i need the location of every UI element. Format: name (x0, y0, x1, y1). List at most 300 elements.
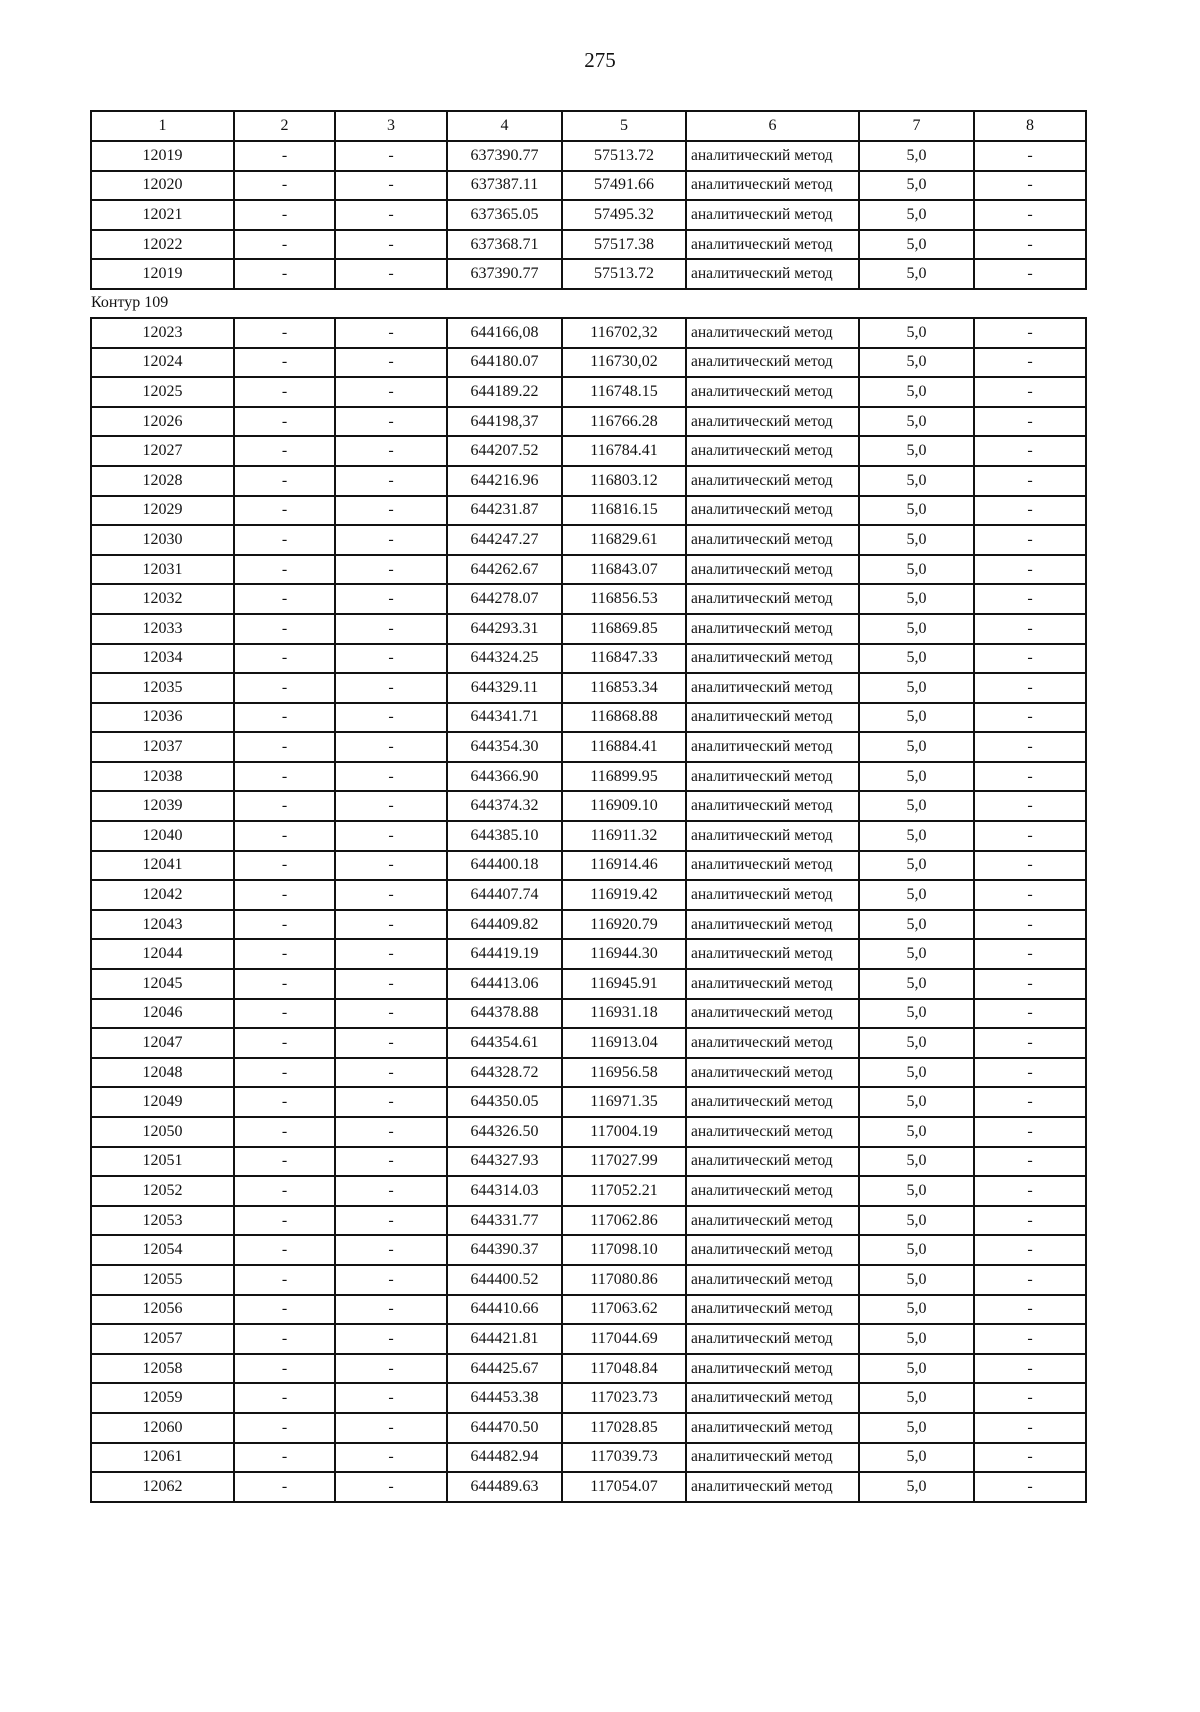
table-cell: 12060 (91, 1413, 234, 1443)
table-cell: 644189.22 (447, 377, 562, 407)
table-cell: 117027.99 (562, 1147, 686, 1177)
table-cell: 12038 (91, 762, 234, 792)
table-cell: аналитический метод (686, 939, 859, 969)
table-cell: 12048 (91, 1058, 234, 1088)
table-cell: - (335, 969, 447, 999)
table-cell: 644166,08 (447, 318, 562, 348)
table-cell: 5,0 (859, 791, 974, 821)
table-cell: 12021 (91, 200, 234, 230)
table-cell: 5,0 (859, 466, 974, 496)
table-cell: 5,0 (859, 1295, 974, 1325)
table-cell: - (234, 1354, 335, 1384)
table-cell: - (974, 584, 1086, 614)
table-row (91, 762, 1086, 792)
table-cell: - (974, 969, 1086, 999)
table-cell: 12053 (91, 1206, 234, 1236)
section-title-row (91, 289, 1086, 318)
table-cell: 12029 (91, 496, 234, 526)
table-cell: аналитический метод (686, 407, 859, 437)
column-header: 6 (686, 111, 859, 141)
table-cell: - (234, 200, 335, 230)
table-cell: - (335, 259, 447, 289)
table-cell: - (974, 851, 1086, 881)
table-cell: 12039 (91, 791, 234, 821)
table-cell: - (974, 1117, 1086, 1147)
table-cell: - (974, 1443, 1086, 1473)
table-cell: аналитический метод (686, 1472, 859, 1502)
table-cell: 12034 (91, 644, 234, 674)
table-cell: - (335, 141, 447, 171)
table-cell: - (974, 1087, 1086, 1117)
table-cell: 116766.28 (562, 407, 686, 437)
page-number: 275 (584, 48, 616, 72)
table-cell: 116945.91 (562, 969, 686, 999)
table-row (91, 377, 1086, 407)
table-cell: 12046 (91, 999, 234, 1029)
table-cell: 12050 (91, 1117, 234, 1147)
table-cell: - (335, 1058, 447, 1088)
table-row (91, 200, 1086, 230)
table-cell: 117028.85 (562, 1413, 686, 1443)
table-row (91, 466, 1086, 496)
table-cell: 5,0 (859, 1206, 974, 1236)
table-cell: - (974, 259, 1086, 289)
table-cell: 644489.63 (447, 1472, 562, 1502)
table-cell: 12055 (91, 1265, 234, 1295)
table-cell: 116816.15 (562, 496, 686, 526)
table-cell: - (234, 762, 335, 792)
table-cell: 12035 (91, 673, 234, 703)
table-cell: 644328.72 (447, 1058, 562, 1088)
table-cell: - (974, 200, 1086, 230)
table-cell: 117039.73 (562, 1443, 686, 1473)
table-cell: - (974, 673, 1086, 703)
table-cell: аналитический метод (686, 703, 859, 733)
table-row (91, 969, 1086, 999)
table-cell: - (974, 1147, 1086, 1177)
table-cell: 117052.21 (562, 1176, 686, 1206)
table-cell: 12041 (91, 851, 234, 881)
table-row (91, 555, 1086, 585)
table-cell: 5,0 (859, 644, 974, 674)
table-cell: аналитический метод (686, 259, 859, 289)
table-cell: аналитический метод (686, 318, 859, 348)
table-cell: - (974, 939, 1086, 969)
table-cell: 117004.19 (562, 1117, 686, 1147)
table-cell: 644366.90 (447, 762, 562, 792)
table-cell: 12023 (91, 318, 234, 348)
table-cell: 5,0 (859, 1235, 974, 1265)
table-cell: 12057 (91, 1324, 234, 1354)
table-cell: - (335, 171, 447, 201)
table-row (91, 1147, 1086, 1177)
table-cell: аналитический метод (686, 614, 859, 644)
table-cell: аналитический метод (686, 644, 859, 674)
table-cell: аналитический метод (686, 1206, 859, 1236)
table-cell: 644329.11 (447, 673, 562, 703)
table-cell: аналитический метод (686, 910, 859, 940)
table-cell: 5,0 (859, 1028, 974, 1058)
table-cell: 116920.79 (562, 910, 686, 940)
table-cell: - (335, 1206, 447, 1236)
table-cell: аналитический метод (686, 1295, 859, 1325)
table-cell: - (974, 436, 1086, 466)
table-cell: - (974, 525, 1086, 555)
table-cell: - (974, 171, 1086, 201)
table-cell: аналитический метод (686, 1147, 859, 1177)
table-cell: 116784.41 (562, 436, 686, 466)
table-row (91, 703, 1086, 733)
table-cell: - (234, 969, 335, 999)
table-cell: аналитический метод (686, 673, 859, 703)
column-header: 5 (562, 111, 686, 141)
table-cell: - (234, 1058, 335, 1088)
table-cell: - (335, 318, 447, 348)
table-cell: 116748.15 (562, 377, 686, 407)
table-cell: 12043 (91, 910, 234, 940)
table-cell: - (234, 259, 335, 289)
column-header: 1 (91, 111, 234, 141)
table-cell: - (974, 1472, 1086, 1502)
table-cell: аналитический метод (686, 436, 859, 466)
table-cell: 117023.73 (562, 1383, 686, 1413)
table-cell: 12044 (91, 939, 234, 969)
column-header: 8 (974, 111, 1086, 141)
table-cell: - (335, 1443, 447, 1473)
table-cell: 644409.82 (447, 910, 562, 940)
table-row (91, 1206, 1086, 1236)
table-row (91, 259, 1086, 289)
table-cell: - (974, 880, 1086, 910)
table-cell: 644231.87 (447, 496, 562, 526)
table-cell: 637390.77 (447, 259, 562, 289)
table-cell: - (974, 614, 1086, 644)
table-cell: 5,0 (859, 318, 974, 348)
table-cell: 5,0 (859, 1058, 974, 1088)
table-cell: 644385.10 (447, 821, 562, 851)
table-cell: аналитический метод (686, 821, 859, 851)
table-header-row (91, 111, 1086, 141)
table-row (91, 1383, 1086, 1413)
table-cell: - (974, 230, 1086, 260)
table-cell: 116919.42 (562, 880, 686, 910)
table-cell: 5,0 (859, 1383, 974, 1413)
table-cell: 644327.93 (447, 1147, 562, 1177)
table-cell: - (335, 1028, 447, 1058)
table-cell: 5,0 (859, 200, 974, 230)
table-cell: - (234, 1265, 335, 1295)
table-cell: - (974, 1354, 1086, 1384)
table-cell: 5,0 (859, 703, 974, 733)
table-cell: 116909.10 (562, 791, 686, 821)
table-cell: - (234, 1443, 335, 1473)
table-cell: 5,0 (859, 259, 974, 289)
table-cell: 57513.72 (562, 141, 686, 171)
table-row (91, 732, 1086, 762)
table-cell: 12028 (91, 466, 234, 496)
table-cell: 12056 (91, 1295, 234, 1325)
table-cell: - (335, 791, 447, 821)
table-cell: 644419.19 (447, 939, 562, 969)
table-row (91, 673, 1086, 703)
table-row (91, 851, 1086, 881)
table-body (91, 111, 1086, 1502)
table-cell: - (234, 1295, 335, 1325)
table-cell: аналитический метод (686, 171, 859, 201)
table-cell: 12031 (91, 555, 234, 585)
table-cell: - (974, 910, 1086, 940)
table-cell: 12026 (91, 407, 234, 437)
table-cell: аналитический метод (686, 762, 859, 792)
table-cell: 5,0 (859, 436, 974, 466)
table-cell: - (974, 762, 1086, 792)
table-cell: 637365.05 (447, 200, 562, 230)
table-cell: 12062 (91, 1472, 234, 1502)
table-cell: 644410.66 (447, 1295, 562, 1325)
table-cell: 116829.61 (562, 525, 686, 555)
table-cell: - (974, 1324, 1086, 1354)
table-cell: - (234, 171, 335, 201)
table-cell: 117062.86 (562, 1206, 686, 1236)
table-cell: - (974, 1176, 1086, 1206)
table-cell: 5,0 (859, 141, 974, 171)
table-cell: - (335, 644, 447, 674)
table-cell: 5,0 (859, 348, 974, 378)
table-cell: 116853.34 (562, 673, 686, 703)
table-cell: - (335, 1413, 447, 1443)
table-cell: 116730,02 (562, 348, 686, 378)
table-cell: - (974, 1383, 1086, 1413)
table-cell: 116914.46 (562, 851, 686, 881)
table-cell: 116847.33 (562, 644, 686, 674)
table-cell: 644482.94 (447, 1443, 562, 1473)
table-cell: 12058 (91, 1354, 234, 1384)
table-cell: - (335, 703, 447, 733)
table-cell: - (234, 703, 335, 733)
table-cell: 644331.77 (447, 1206, 562, 1236)
table-cell: - (335, 1383, 447, 1413)
table-cell: - (234, 851, 335, 881)
table-cell: - (974, 496, 1086, 526)
table-cell: - (234, 791, 335, 821)
table-cell: 644400.52 (447, 1265, 562, 1295)
table-row (91, 821, 1086, 851)
table-cell: - (234, 880, 335, 910)
table-cell: 5,0 (859, 910, 974, 940)
table-row (91, 910, 1086, 940)
table-cell: - (234, 939, 335, 969)
table-cell: - (335, 1235, 447, 1265)
table-cell: 644326.50 (447, 1117, 562, 1147)
table-cell: - (234, 1176, 335, 1206)
coordinates-table (90, 110, 1087, 1503)
table-cell: - (335, 230, 447, 260)
table-cell: 644407.74 (447, 880, 562, 910)
table-cell: 5,0 (859, 673, 974, 703)
table-cell: 644207.52 (447, 436, 562, 466)
table-cell: аналитический метод (686, 555, 859, 585)
table-cell: 644453.38 (447, 1383, 562, 1413)
table-cell: 57491.66 (562, 171, 686, 201)
table-row (91, 614, 1086, 644)
table-row (91, 644, 1086, 674)
table-cell: - (335, 496, 447, 526)
table-cell: - (335, 584, 447, 614)
table-cell: 116956.58 (562, 1058, 686, 1088)
table-cell: 57517.38 (562, 230, 686, 260)
table-cell: 12051 (91, 1147, 234, 1177)
table-cell: 644350.05 (447, 1087, 562, 1117)
table-cell: - (974, 1413, 1086, 1443)
table-cell: 644324.25 (447, 644, 562, 674)
table-cell: 12040 (91, 821, 234, 851)
table-cell: - (335, 910, 447, 940)
table-cell: 5,0 (859, 555, 974, 585)
table-cell: 57513.72 (562, 259, 686, 289)
table-cell: 5,0 (859, 732, 974, 762)
table-cell: 117044.69 (562, 1324, 686, 1354)
table-cell: 12027 (91, 436, 234, 466)
table-cell: 5,0 (859, 1413, 974, 1443)
table-cell: 5,0 (859, 939, 974, 969)
table-cell: 5,0 (859, 230, 974, 260)
column-header: 7 (859, 111, 974, 141)
table-cell: - (335, 821, 447, 851)
table-cell: 116911.32 (562, 821, 686, 851)
table-cell: аналитический метод (686, 791, 859, 821)
table-cell: 644390.37 (447, 1235, 562, 1265)
table-cell: 644198,37 (447, 407, 562, 437)
table-cell: 5,0 (859, 969, 974, 999)
table-cell: аналитический метод (686, 496, 859, 526)
table-cell: - (974, 821, 1086, 851)
table-cell: - (974, 377, 1086, 407)
table-row (91, 1117, 1086, 1147)
table-cell: - (335, 762, 447, 792)
table-cell: аналитический метод (686, 1028, 859, 1058)
table-cell: 644400.18 (447, 851, 562, 881)
table-cell: 116869.85 (562, 614, 686, 644)
table-cell: - (234, 910, 335, 940)
table-cell: - (974, 999, 1086, 1029)
table-cell: 644247.27 (447, 525, 562, 555)
table-row (91, 791, 1086, 821)
table-cell: - (234, 1413, 335, 1443)
table-cell: 116856.53 (562, 584, 686, 614)
table-cell: 12047 (91, 1028, 234, 1058)
table-cell: аналитический метод (686, 466, 859, 496)
table-cell: аналитический метод (686, 1413, 859, 1443)
table-cell: 12022 (91, 230, 234, 260)
table-cell: - (974, 1235, 1086, 1265)
table-cell: - (974, 348, 1086, 378)
table-cell: 116702,32 (562, 318, 686, 348)
table-cell: 644180.07 (447, 348, 562, 378)
table-row (91, 230, 1086, 260)
table-cell: - (335, 673, 447, 703)
table-row (91, 999, 1086, 1029)
table-cell: 12025 (91, 377, 234, 407)
table-cell: аналитический метод (686, 1235, 859, 1265)
table-cell: 644378.88 (447, 999, 562, 1029)
table-cell: 12020 (91, 171, 234, 201)
table-cell: аналитический метод (686, 1176, 859, 1206)
table-cell: 644278.07 (447, 584, 562, 614)
table-cell: 12054 (91, 1235, 234, 1265)
table-cell: аналитический метод (686, 584, 859, 614)
table-cell: - (234, 821, 335, 851)
table-cell: 12019 (91, 259, 234, 289)
table-cell: - (234, 1087, 335, 1117)
table-row (91, 1235, 1086, 1265)
table-cell: 5,0 (859, 821, 974, 851)
table-cell: - (234, 1028, 335, 1058)
table-cell: 5,0 (859, 171, 974, 201)
table-cell: 116913.04 (562, 1028, 686, 1058)
table-cell: - (234, 1117, 335, 1147)
table-cell: 5,0 (859, 377, 974, 407)
table-row (91, 1295, 1086, 1325)
table-cell: аналитический метод (686, 880, 859, 910)
table-cell: - (335, 851, 447, 881)
table-cell: 116868.88 (562, 703, 686, 733)
table-cell: аналитический метод (686, 1087, 859, 1117)
table-row (91, 1472, 1086, 1502)
table-cell: 12024 (91, 348, 234, 378)
table-cell: 5,0 (859, 851, 974, 881)
table-cell: - (234, 1324, 335, 1354)
table-cell: аналитический метод (686, 732, 859, 762)
table-cell: 644314.03 (447, 1176, 562, 1206)
table-cell: 5,0 (859, 496, 974, 526)
column-header: 2 (234, 111, 335, 141)
table-cell: 644354.61 (447, 1028, 562, 1058)
table-cell: - (234, 644, 335, 674)
table-row (91, 939, 1086, 969)
table-cell: - (234, 525, 335, 555)
table-cell: - (335, 436, 447, 466)
table-cell: аналитический метод (686, 1354, 859, 1384)
table-cell: - (234, 673, 335, 703)
table-cell: аналитический метод (686, 1443, 859, 1473)
table-cell: 12052 (91, 1176, 234, 1206)
table-cell: - (335, 999, 447, 1029)
table-cell: 5,0 (859, 1354, 974, 1384)
table-cell: 116931.18 (562, 999, 686, 1029)
table-cell: - (974, 318, 1086, 348)
table-cell: аналитический метод (686, 377, 859, 407)
table-cell: 637387.11 (447, 171, 562, 201)
table-cell: - (335, 1265, 447, 1295)
table-cell: - (335, 525, 447, 555)
table-row (91, 1176, 1086, 1206)
table-cell: 5,0 (859, 880, 974, 910)
table-cell: 644425.67 (447, 1354, 562, 1384)
section-title: Контур 109 (91, 289, 1086, 318)
table-cell: - (335, 1295, 447, 1325)
table-cell: - (234, 584, 335, 614)
table-cell: 5,0 (859, 1472, 974, 1502)
table-cell: 12061 (91, 1443, 234, 1473)
table-cell: - (234, 141, 335, 171)
table-cell: 644262.67 (447, 555, 562, 585)
table-cell: 12059 (91, 1383, 234, 1413)
table-row (91, 348, 1086, 378)
table-cell: - (335, 1472, 447, 1502)
table-cell: 5,0 (859, 614, 974, 644)
table-cell: 644293.31 (447, 614, 562, 644)
table-cell: 117080.86 (562, 1265, 686, 1295)
